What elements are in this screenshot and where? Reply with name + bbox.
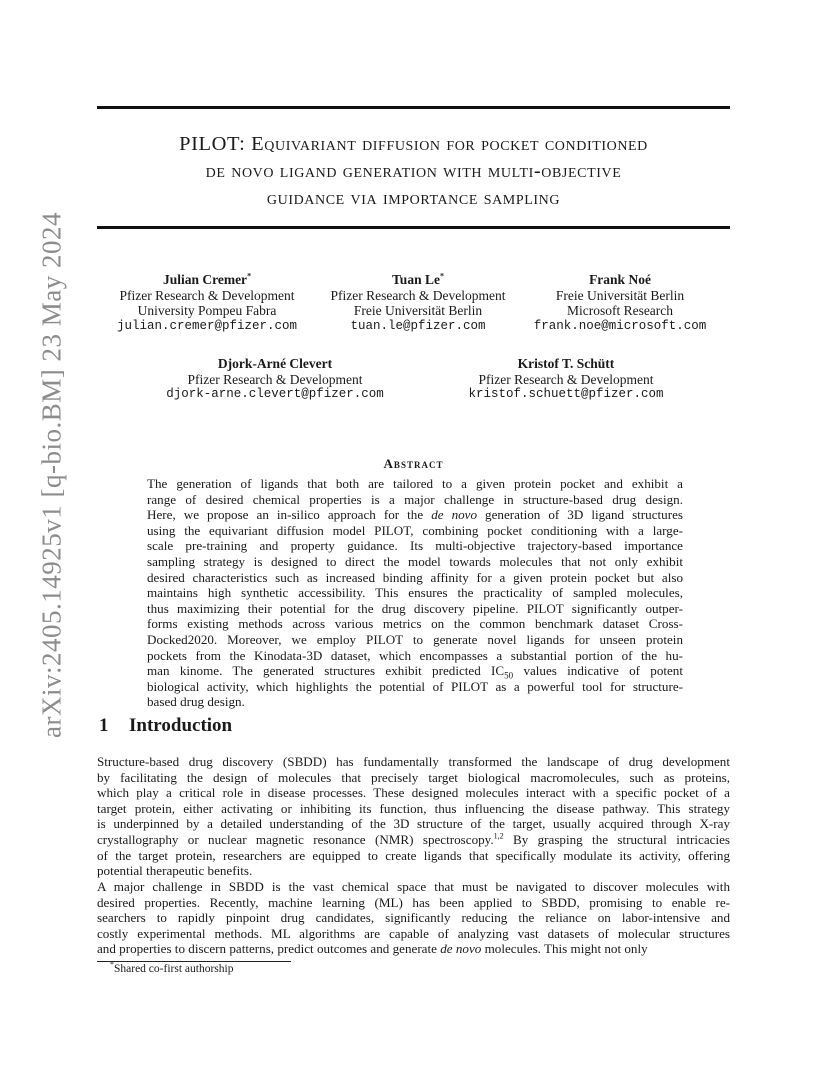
author-affiliation: Freie Universität Berlin: [353, 303, 483, 318]
author-affiliation: Pfizer Research & Development: [478, 371, 654, 387]
author-affiliation: Pfizer Research & Development: [330, 287, 506, 303]
title-rule-bottom: [97, 226, 730, 229]
author-email[interactable]: kristof.schuett@pfizer.com: [468, 387, 664, 401]
author-card: [308, 272, 528, 334]
text-line: crystallography or nuclear magnetic resonance (NMR) spectroscopy.$^{1,2}$ By grasping the structural intricacies: [97, 831, 731, 847]
author-email[interactable]: tuan.le@pfizer.com: [350, 318, 486, 333]
text-line: searchers to rapidly pinpoint drug candidates, significantly reducing the reliance on labor-intensive and: [97, 910, 730, 926]
text-line: biological activity, which highlights the potential of PILOT as a powerful tool for structure-: [147, 678, 683, 694]
author-email[interactable]: frank.noe@microsoft.com: [533, 318, 707, 333]
text-line: costly experimental methods. ML algorithms are capable of analyzing vast datasets of molecular structures: [97, 925, 730, 941]
author-affiliation: Pfizer Research & Development: [119, 287, 295, 303]
author-card: [97, 272, 317, 334]
text-line: The generation of ligands that both are tailored to a given protein pocket and exhibit a: [147, 476, 683, 491]
text-line: Structure-based drug discovery (SBDD) has fundamentally transformed the landscape of drug development: [97, 754, 730, 769]
text-line: based drug design.: [147, 694, 245, 710]
author-affiliation: Freie Universität Berlin: [555, 287, 685, 303]
abstract-heading: Abstract: [383, 456, 444, 471]
author-affiliation: University Pompeu Fabra: [137, 303, 277, 318]
text-line: using the equivariant diffusion model PILOT, combining pocket conditioning with a large-: [147, 522, 683, 538]
intro-paragraph-1: [97, 754, 730, 879]
author-name: Djork-Arné Clevert: [217, 356, 333, 371]
section-title: Introduction: [129, 715, 233, 736]
title-rule-top: [97, 106, 730, 109]
author-card: [145, 356, 405, 403]
text-line: potential therapeutic benefits.: [97, 863, 253, 879]
section-heading: [99, 715, 232, 737]
author-card: [510, 272, 730, 334]
text-line: which play a critical role in disease processes. These designed molecules interact with a specific pocket of a: [97, 785, 730, 801]
title-line: PILOT: Equivariant diffusion for pocket conditioned: [179, 133, 648, 155]
abstract-body: [147, 476, 683, 710]
text-line: range of desired chemical properties is a major challenge in structure-based drug design.: [147, 491, 683, 507]
text-line: desired properties. Recently, machine learning (ML) has been applied to SBDD, promising to enable re-: [97, 894, 730, 910]
title-line: de novo ligand generation with multi-objective: [205, 160, 622, 182]
text-line: and properties to discern patterns, predict outcomes and generate de novo molecules. This might not only: [97, 941, 648, 957]
paper-title: [97, 131, 730, 212]
text-line: by facilitating the design of molecules that precisely target biological macromolecules, such as proteins,: [97, 769, 730, 785]
author-email[interactable]: djork-arne.clevert@pfizer.com: [166, 387, 384, 401]
author-affiliation: Pfizer Research & Development: [187, 371, 363, 387]
author-email[interactable]: julian.cremer@pfizer.com: [116, 318, 298, 333]
author-name: Frank Noé: [589, 272, 651, 287]
author-card: [436, 356, 696, 403]
text-line: target protein, either activating or inhibiting its function, thus influencing the disease pathway. This strategy: [97, 800, 730, 816]
text-line: scale pre-training and property guidance. Its multi-objective trajectory-based importance: [147, 538, 683, 554]
text-line: desired characteristics such as increased binding affinity for a given protein pocket but also: [147, 569, 683, 585]
section-number: 1: [99, 715, 109, 736]
text-line: thus maximizing their potential for the drug discovery pipeline. PILOT significantly outper-: [147, 600, 683, 616]
author-name: Julian Cremer*: [162, 271, 252, 287]
text-line: maintains high synthetic accessibility. This ensures the practicality of sampled molecules,: [147, 585, 683, 601]
text-line: is underpinned by a detailed understanding of the 3D structure of the target, usually acquired through X-ray: [97, 816, 730, 832]
text-line: forms existing methods across various metrics on the common benchmark dataset Cross-: [147, 616, 683, 632]
text-line: Docked2020. Moreover, we employ PILOT to generate novel ligands for unseen protein: [147, 631, 683, 647]
footnote-rule: [97, 961, 291, 962]
text-line: of the target protein, researchers are equipped to create ligands that specifically modulate its activity, offering: [97, 847, 730, 863]
intro-paragraph-2: [97, 879, 730, 957]
author-name: Tuan Le*: [392, 271, 444, 287]
text-line: sampling strategy is designed to direct the model towards molecules that not only exhibit: [147, 553, 683, 569]
footnote: *Shared co-first authorship: [110, 960, 234, 975]
author-name: Kristof T. Schütt: [517, 356, 615, 371]
text-line: pockets from the Kinodata-3D dataset, which encompasses a substantial portion of the hu-: [147, 647, 683, 663]
author-affiliation: Microsoft Research: [566, 303, 674, 318]
text-line: A major challenge in SBDD is the vast chemical space that must be navigated to discover molecules with: [97, 879, 730, 894]
text-line: Here, we propose an in-silico approach for the de novo generation of 3D ligand structures: [147, 507, 683, 523]
text-line: man kinome. The generated structures exhibit predicted $IC_{50}$ values indicative of potent: [147, 663, 683, 681]
title-line: guidance via importance sampling: [266, 187, 561, 209]
